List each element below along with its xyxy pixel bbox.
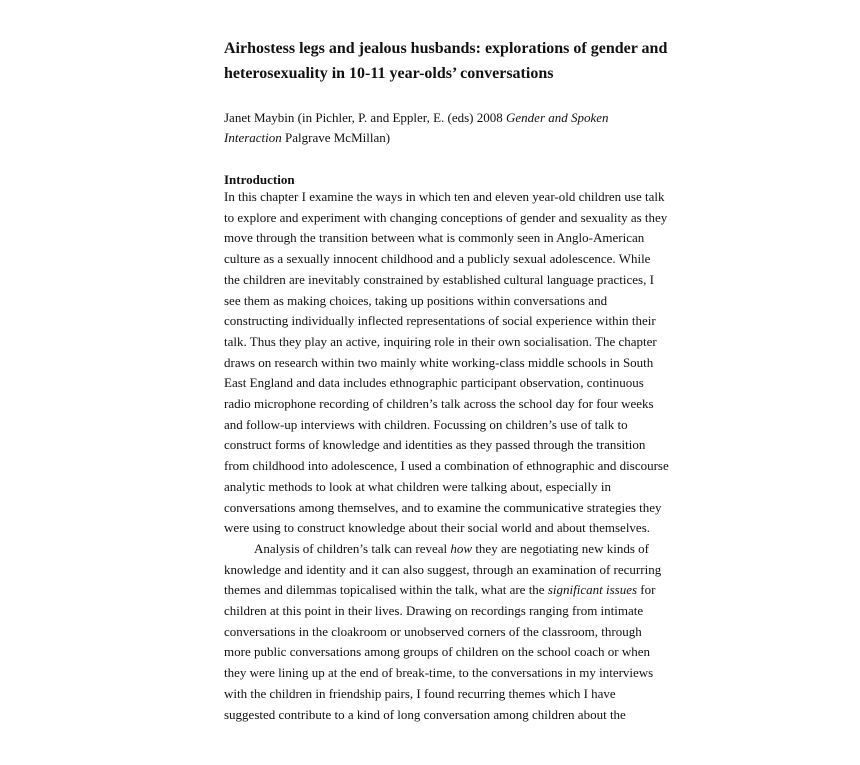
body-line: the children are inevitably constrained by established cultural language practices, I	[224, 271, 654, 287]
body-line: with the children in friendship pairs, I found recurring themes which I have	[224, 685, 616, 701]
body-line: culture as a sexually innocent childhood and a publicly sexual adolescence. While	[224, 251, 651, 267]
body-line: they were lining up at the end of break-time, to the conversations in my interviews	[224, 665, 654, 681]
body-line: to explore and experiment with changing conceptions of gender and sexuality as they	[224, 209, 668, 225]
body-text	[224, 187, 824, 725]
body-line-text: themes and dilemmas topicalised within the talk, what are the	[224, 582, 548, 598]
body-line: In this chapter I examine the ways in which ten and eleven year-old children use talk	[224, 189, 665, 204]
body-line: from childhood into adolescence, I used a combination of ethnographic and discourse	[224, 458, 669, 474]
paper-title	[224, 36, 784, 86]
paragraph-2	[224, 539, 824, 725]
body-line-text: they are negotiating new kinds of	[472, 540, 649, 556]
emphasis-how: how	[450, 540, 473, 556]
body-line: constructing individually inflected representations of social experience within their	[224, 313, 656, 329]
body-line: more public conversations among groups of children on the school coach or when	[224, 644, 650, 660]
body-line: see them as making choices, taking up positions within conversations and	[224, 292, 608, 308]
body-line: knowledge and identity and it can also suggest, through an examination of recurring	[224, 561, 662, 577]
body-line: conversations among themselves, and to examine the communicative strategies they	[224, 499, 662, 515]
body-line: talk. Thus they play an active, inquiring role in their own socialisation. The chapter	[224, 333, 657, 349]
author-citation-text: Janet Maybin (in Pichler, P. and Eppler, E. (eds) 2008	[224, 110, 507, 125]
author-citation	[224, 108, 784, 148]
body-line: conversations in the cloakroom or unobserved corners of the classroom, through	[224, 623, 642, 639]
body-line: children at this point in their lives. Drawing on recordings ranging from intimate	[224, 603, 644, 619]
book-title-part-2: Interaction	[224, 130, 282, 145]
body-line: East England and data includes ethnographic participant observation, continuous	[224, 375, 644, 391]
paper-title-line-2: heterosexuality in 10-11 year-olds’ conversations	[224, 65, 554, 82]
paragraph-1	[224, 187, 824, 539]
author-citation-line-1	[224, 108, 784, 128]
body-line: were using to construct knowledge about their social world and about themselves.	[224, 520, 651, 536]
body-line: move through the transition between what is commonly seen in Anglo-American	[224, 230, 645, 246]
publisher-text: Palgrave McMillan)	[281, 130, 391, 145]
body-line: analytic methods to look at what children were talking about, especially in	[224, 478, 611, 494]
body-line: radio microphone recording of children’s talk across the school day for four weeks	[224, 396, 654, 412]
book-title-part-1: Gender and Spoken	[506, 110, 609, 125]
body-line	[224, 539, 824, 560]
body-line-text: for	[637, 582, 656, 598]
body-line: suggested contribute to a kind of long conversation among children about the	[224, 706, 626, 722]
body-line	[224, 580, 824, 601]
body-line: draws on research within two mainly white working-class middle schools in South	[224, 354, 654, 370]
author-citation-line-2	[224, 128, 784, 148]
section-heading: Introduction	[224, 172, 295, 187]
paper-title-line-1: Airhostess legs and jealous husbands: explorations of gender and	[224, 40, 668, 57]
body-line: and follow-up interviews with children. Focussing on children’s use of talk to	[224, 416, 628, 432]
emphasis-significant-issues: significant issues	[547, 582, 638, 598]
body-line-text: Analysis of children’s talk can reveal	[254, 540, 451, 556]
body-line: construct forms of knowledge and identities as they passed through the transition	[224, 437, 646, 453]
